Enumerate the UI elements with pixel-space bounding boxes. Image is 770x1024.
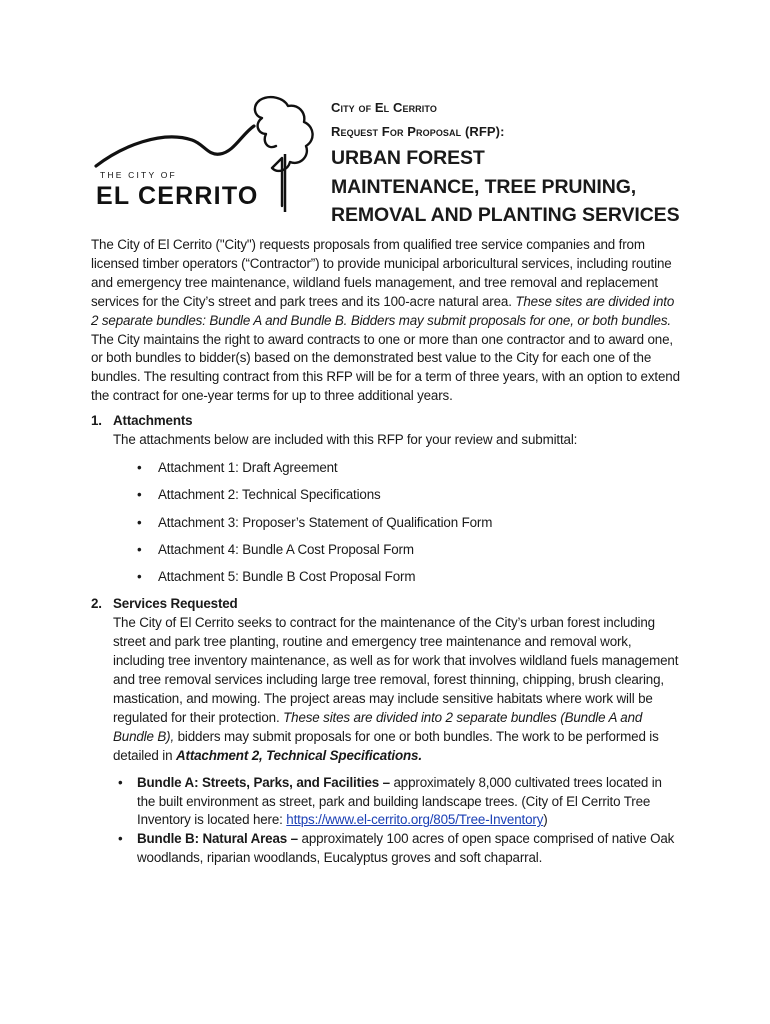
header-city: City of El Cerrito (331, 100, 437, 115)
attachment-list (91, 459, 683, 587)
section1-title: Attachments (113, 413, 193, 429)
intro-italic: These sites are divided into 2 separate bundles: Bundle A and Bundle B. Bidders may submit proposals for one, or both bundles. (91, 293, 675, 328)
section2-number: 2. (91, 596, 102, 612)
tree-inventory-link[interactable]: https://www.el-cerrito.org/805/Tree-Inventory (286, 812, 544, 828)
document-body (91, 236, 683, 868)
section2-heading (91, 595, 683, 614)
list-item: • Attachment 4: Bundle A Cost Proposal Form (137, 541, 683, 560)
header-rfp: Request For Proposal (RFP): (331, 124, 505, 139)
title-line3: REMOVAL AND PLANTING SERVICES (331, 204, 680, 226)
list-item: • Attachment 5: Bundle B Cost Proposal Form (137, 568, 683, 587)
bundle-b-label: Bundle B: Natural Areas – (137, 831, 298, 847)
intro-text-cont: The City maintains the right to award contracts to one or more than one contractor and to award one, or both bundles to bidder(s) based on the demonstrated best value to the City for each one of the bundles. The resulting contract from this RFP will be for a term of three years, with an option to extend the contract for one-year terms for up to three additional years. (91, 331, 680, 404)
document-header (331, 96, 751, 230)
tree-icon (255, 97, 313, 206)
bundle-a-close: ) (543, 812, 548, 828)
section2-title: Services Requested (113, 596, 238, 612)
section2-text: The City of El Cerrito seeks to contract for the maintenance of the City’s urban forest including street and park tree planting, routine and emergency tree maintenance and removal work, including tree inventory maintenance, as well as for work that involves wildland fuels management and tree removal services including large tree removal, forest thinning, chipping, brush clearing, mastication, and mowing. The project areas may include sensitive habitats where work will be regulated for their protection. (113, 615, 679, 725)
bundle-a-label: Bundle A: Streets, Parks, and Facilities – (137, 774, 390, 790)
list-item: • Attachment 2: Technical Specifications (137, 486, 683, 505)
logo-line2: EL CERRITO (96, 182, 259, 210)
bundle-b-item (114, 830, 683, 868)
bundle-list (91, 774, 683, 869)
list-item: • Attachment 1: Draft Agreement (137, 459, 683, 478)
list-item: • Attachment 3: Proposer’s Statement of Qualification Form (137, 514, 683, 533)
logo-line1: THE CITY OF (100, 170, 177, 180)
intro-paragraph (91, 236, 683, 406)
section2-bold-italic: Attachment 2, Technical Specifications. (175, 747, 422, 763)
section1-number: 1. (91, 413, 102, 429)
title-line2: MAINTENANCE, TREE PRUNING, (331, 175, 637, 198)
section2-italic: These sites are divided into 2 separate bundles (Bundle A and Bundle B), (113, 709, 643, 744)
section1-heading (91, 412, 683, 431)
intro-text: The City of El Cerrito ("City") requests proposals from qualified tree service companies and from licensed timber operators (“Contractor”) to provide municipal arboricultural services, including routine and emergency tree maintenance, wildland fuels management, and tree removal and replacement services for the City’s street and park trees and its 100-acre natural area. (91, 237, 672, 309)
section2-paragraph (91, 614, 683, 765)
hills-line-icon (96, 126, 254, 166)
bundle-a-text: approximately 8,000 cultivated trees located in the built environment as street, park and building landscape trees. (City of El Cerrito Tree Inventory is located here: (137, 774, 662, 828)
section2-text-cont: bidders may submit proposals for one or both bundles. The work to be performed is detailed in (113, 728, 659, 763)
el-cerrito-logo (92, 94, 324, 214)
section1-intro: The attachments below are included with this RFP for your review and submittal: (113, 432, 578, 448)
title-line1: URBAN FOREST (331, 147, 485, 169)
bundle-a-item (114, 774, 683, 831)
bundle-b-text: approximately 100 acres of open space comprised of native Oak woodlands, riparian woodlands, Eucalyptus groves and soft chaparral. (137, 831, 675, 866)
